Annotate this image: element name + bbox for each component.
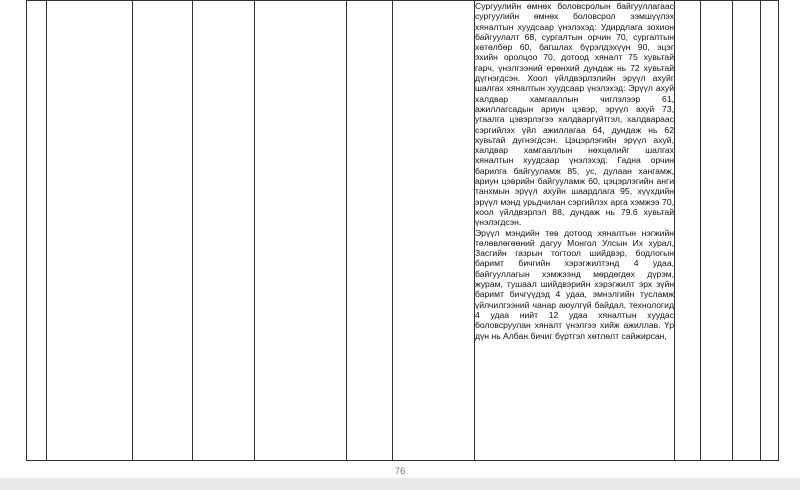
report-text-cell xyxy=(475,1,675,461)
report-table xyxy=(26,0,779,461)
table-cell xyxy=(27,1,47,461)
table-row xyxy=(27,1,779,461)
table-cell xyxy=(675,1,701,461)
table-cell xyxy=(193,1,255,461)
report-paragraph-1: Сургуулийн өмнөх боловсролын байгууллагаас сургуулийн өмнөх боловсрол ээмшүүлэх хяналтын хуудсаар үнэлэхэд: Удирдлага зохион байгуулалт 68, сургалтын орчин 70, сургалтын хөтөлбөр 60, багшлах бүрэлдэхүүн 90, эцэг эхийн оролцоо 70, дотоод хяналт 75 хувьтай гарч, үнэлгээний ерөнхий дундаж нь 72 хувьтай дүгнэгдсэн. Хоол үйлдвэрлэлийн эрүүл ахуйг шалгах хяналтын хуудсаар үнэлэхэд: Эрүүл ахуй халдвар хамгааллын чиглэлээр 61, ажиллагсадын ариун цэвэр, эрүүл ахуй 73, угаалга цэвэрлэгээ халдваргүйтгэл, халдвараас сэргийлэх үйл ажиллагаа 64, дундаж нь 62 хувьтай дүгнэгдсэн. Цэцэрлэгийн эрүүл ахуй, халдвар хамгааллын нөхцөлийг шалгах хяналтын хуудсаар үнэлэхэд: Гадна орчин барилга байгууламж 85, ус, дулаан хангамж, ариун цэврийн байгууламж 60, цэцэрлэгийн анги танхмын эрүүл ахуйн шаардлага 95, хүүхдийн эрүүл мэнд урьдчилан сэргийлэх арга хэмжээ 70, хоол үйлдвэрлэл 88, дундаж нь 79.6 хувьтай үнэлэгдсэн. xyxy=(475,1,674,228)
table-cell xyxy=(47,1,133,461)
table-cell xyxy=(347,1,393,461)
report-paragraph-2: Эрүүл мэндийн төв дотоод хяналтын нэгжийн төлөвлөгөөний дагуу Монгол Улсын Их хурал, Засгийн газрын тогтоол шийдвэр, бодлогын баримт бичгийн хэрэгжилтэнд 4 удаа, байгууллагын хэмжээнд мөрдөгдөх дүрэм, журам, тушаал шийдвэрийн хэрэгжилт эрх зүйн баримт бичгүүдэд 4 удаа, эмнэлгийн тусламж үйлчилгээний чанар аюулгүй байдал, технологид 4 удаа нийт 12 удаа хяналтын хуудас боловсруулан хяналт үнэлгээ хийж ажиллав. Үр дүн нь Албан бичиг бүртгэл хөтлөлт сайжирсан, xyxy=(475,227,674,341)
table-cell xyxy=(133,1,193,461)
table-cell xyxy=(733,1,761,461)
table-cell xyxy=(761,1,779,461)
table-cell xyxy=(393,1,475,461)
table-cell xyxy=(701,1,733,461)
table-cell xyxy=(255,1,347,461)
page-number: 76 xyxy=(394,466,406,477)
